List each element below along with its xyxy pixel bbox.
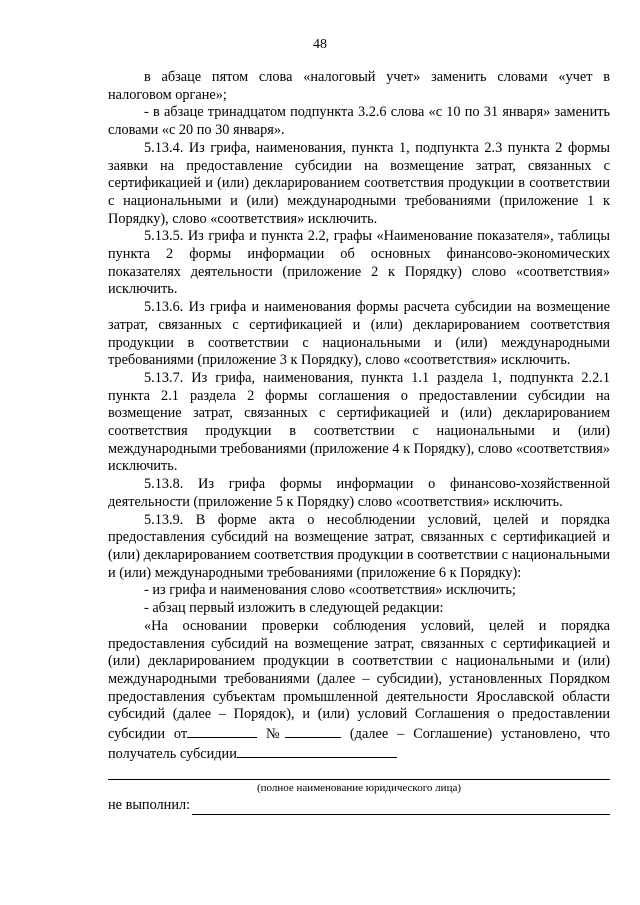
fill-line xyxy=(108,765,610,780)
paragraph: 5.13.7. Из грифа, наименования, пункта 1.1 раздела 1, подпункта 2.2.1 пункта 2.1 раздела 2 формы соглашения о предоставлении субсидии на возмещение затрат, связанных с сертификацией и (или) декларированием соответствия продукции в соответствии с национальными и (или) международными требованиями (приложение 4 к Порядку), слово «соответствия» исключить. xyxy=(108,369,610,475)
quoted-paragraph xyxy=(108,618,610,764)
paragraph: 5.13.6. Из грифа и наименования формы расчета субсидии на возмещение затрат, связанных с сертификацией и (или) декларированием соответствия продукции в соответствии с национальными и (или) международными требованиями (приложение 3 к Порядку), слово «соответствия» исключить. xyxy=(108,299,610,369)
paragraph: в абзаце пятом слова «налоговый учет» заменить словами «учет в налоговом органе»; xyxy=(108,69,610,103)
blank-number-line xyxy=(285,724,341,738)
sign-fill-line xyxy=(192,801,610,815)
sign-line xyxy=(108,797,610,815)
sign-label: не выполнил: xyxy=(108,797,191,814)
paragraph: - абзац первый изложить в следующей редакции: xyxy=(144,600,444,617)
quote-part-3: (далее – Соглашение) установлено, что получатель субсидии xyxy=(108,726,611,762)
paragraph: 5.13.8. Из грифа формы информации о финансово-хозяйственной деятельности (приложение 5 к Порядку) слово «соответствия» исключить. xyxy=(108,476,610,510)
quote-part-1: «На основании проверки соблюдения условий, целей и порядка предоставления субсидий на возмещение затрат, связанных с сертификацией и (или) декларированием продукции в соответствии с национальными и (или) международными требованиями (далее – субсидии), установленных Порядком предоставления субъектам промышленной деятельности Ярославской области субсидий (далее – Порядок), и (или) условий Соглашения о предоставлении субсидии от xyxy=(108,617,610,743)
quote-part-2: № xyxy=(257,726,285,743)
paragraph: - из грифа и наименования слово «соответствия» исключить; xyxy=(144,582,516,599)
paragraph: 5.13.5. Из грифа и пункта 2.2, графы «Наименование показателя», таблицы пункта 2 формы информации об основных финансово-экономических показателях деятельности (приложение 2 к Порядку) слово «соответствия» исключить. xyxy=(108,228,610,298)
page-number: 48 xyxy=(313,37,327,52)
paragraph: - в абзаце тринадцатом подпункта 3.2.6 слова «с 10 по 31 января» заменить словами «с 20 по 30 января». xyxy=(108,104,610,139)
paragraph: 5.13.9. В форме акта о несоблюдении условий, целей и порядка предоставления субсидий на возмещение затрат, связанных с сертификацией и (или) декларированием соответствия продукции в соответствии с национальными и (или) международными требованиями (приложение 6 к Порядку): xyxy=(108,511,610,581)
paragraph: 5.13.4. Из грифа, наименования, пункта 1, подпункта 2.3 пункта 2 формы заявки на предоставление субсидии на возмещение затрат, связанных с сертификацией и (или) декларированием соответствия продукции в соответствии с национальными и (или) международными требованиями (приложение 1 к Порядку), слово «соответствия» исключить. xyxy=(108,139,610,227)
blank-recipient-line xyxy=(237,744,397,758)
fill-caption: (полное наименование юридического лица) xyxy=(256,782,461,795)
blank-date-line xyxy=(187,724,257,738)
document-body xyxy=(108,69,610,815)
